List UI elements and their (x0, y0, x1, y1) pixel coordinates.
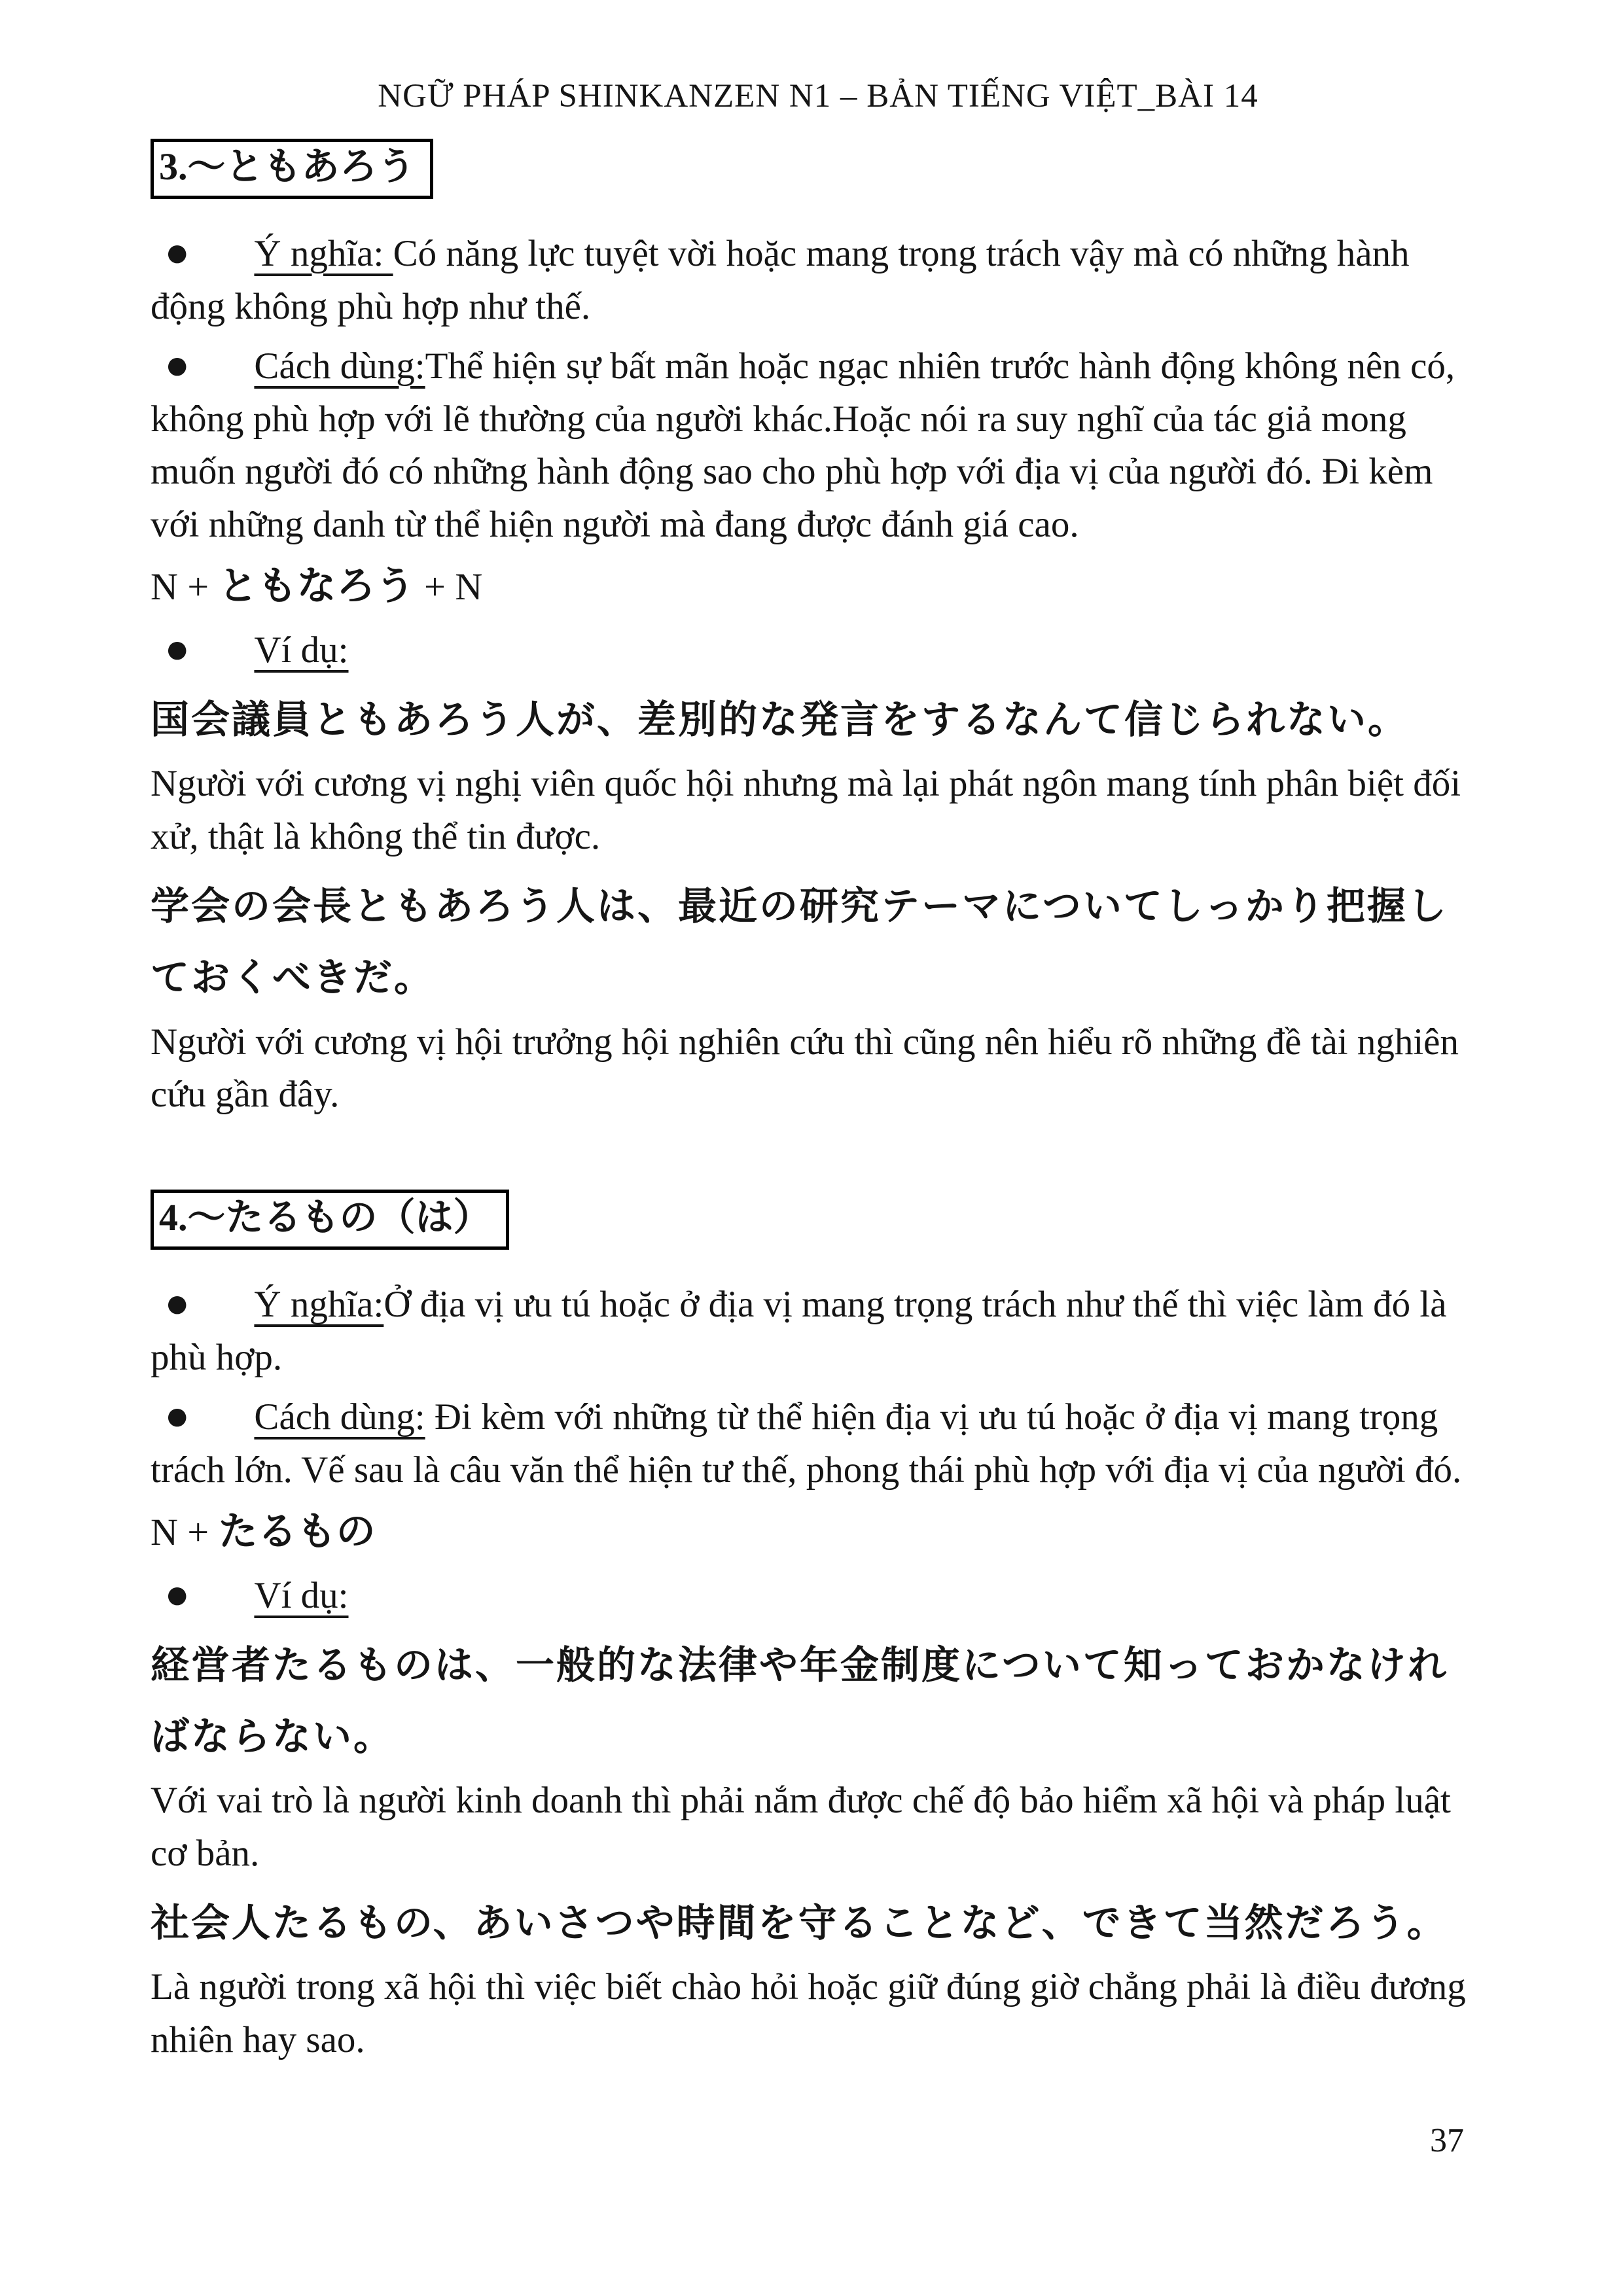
section-3-heading (151, 139, 433, 199)
example-label-item (151, 624, 1486, 677)
formula-japanese: ともなろう (218, 563, 415, 610)
meaning-text: Ở địa vị ưu tú hoặc ở địa vị mang trọng trách như thế thì việc làm đó là phù hợp. (151, 1284, 1447, 1379)
formula-japanese: たるもの (218, 1508, 376, 1555)
bullet-icon: ● (167, 1581, 188, 1608)
usage-text: Đi kèm với những từ thể hiện địa vị ưu tú hoặc ở địa vị mang trọng trách lớn. Vế sau là câu văn thể hiện tư thế, phong thái phù hợp với địa vị của người đó. (151, 1396, 1462, 1491)
usage-label: Cách dùng: (254, 1396, 425, 1438)
section-4-pattern: ～たるもの（は） (187, 1195, 491, 1240)
formula (151, 558, 1486, 615)
example-jp: 社会人たるもの、あいさつや時間を守ることなど、できて当然だろう。 (151, 1899, 1448, 1945)
example-jp: 経営者たるものは、一般的な法律や年金制度について知っておかなければならない。 (151, 1642, 1448, 1759)
page-content (151, 77, 1486, 2074)
meaning-text: Có năng lực tuyệt vời hoặc mang trọng trách vậy mà có những hành động không phù hợp như thế. (151, 232, 1410, 327)
section-4-number: 4. (159, 1196, 188, 1239)
example-label: Ví dụ: (254, 629, 349, 671)
section-3-pattern: ～ともあろう (187, 144, 416, 188)
usage-item (151, 1391, 1486, 1497)
meaning-item (151, 1279, 1486, 1385)
example-label-item (151, 1570, 1486, 1623)
section-4-heading (151, 1190, 509, 1250)
meaning-label: Ý nghĩa: (254, 1284, 384, 1326)
bullet-icon: ● (167, 636, 188, 663)
example-vi: Người với cương vị nghị viên quốc hội nhưng mà lại phát ngôn mang tính phân biệt đối xử, thật là không thể tin được. (151, 763, 1461, 858)
section-3-number: 3. (159, 145, 188, 188)
example-vi: Với vai trò là người kinh doanh thì phải nắm được chế độ bảo hiểm xã hội và pháp luật cơ bản. (151, 1780, 1451, 1875)
section-3 (151, 139, 1486, 1122)
example-vi: Người với cương vị hội trưởng hội nghiên cứu thì cũng nên hiểu rõ những đề tài nghiên cứu gần đây. (151, 1021, 1459, 1116)
bullet-icon: ● (167, 239, 188, 266)
formula (151, 1504, 1486, 1561)
page-number: 37 (1430, 2122, 1464, 2159)
bullet-icon: ● (167, 1402, 188, 1430)
example-vi: Là người trong xã hội thì việc biết chào hỏi hoặc giữ đúng giờ chẳng phải là điều đương nhiên hay sao. (151, 1966, 1466, 2061)
meaning-item (151, 228, 1486, 334)
bullet-icon: ● (167, 351, 188, 379)
bullet-icon: ● (167, 1290, 188, 1318)
usage-label: Cách dùng: (254, 345, 425, 387)
page-title: NGỮ PHÁP SHINKANZEN N1 – BẢN TIẾNG VIỆT_BÀI 14 (378, 78, 1258, 115)
section-4 (151, 1190, 1486, 2067)
formula-prefix: N + (151, 565, 219, 609)
meaning-label: Ý nghĩa: (254, 232, 393, 274)
formula-prefix: N + (151, 1510, 219, 1553)
formula-suffix: + N (414, 565, 483, 609)
usage-item (151, 340, 1486, 552)
example-label: Ví dụ: (254, 1574, 349, 1616)
usage-text: Thể hiện sự bất mãn hoặc ngạc nhiên trước hành động không nên có, không phù hợp với lẽ thường của người khác.Hoặc nói ra suy nghĩ của tác giả mong muốn người đó có những hành động sao cho phù hợp với địa vị của người đó. Đi kèm với những danh từ thể hiện người mà đang được đánh giá cao. (151, 345, 1455, 546)
example-jp: 国会議員ともあろう人が、差別的な発言をするなんて信じられない。 (151, 697, 1409, 743)
example-jp: 学会の会長ともあろう人は、最近の研究テーマについてしっかり把握しておくべきだ。 (151, 883, 1448, 1000)
